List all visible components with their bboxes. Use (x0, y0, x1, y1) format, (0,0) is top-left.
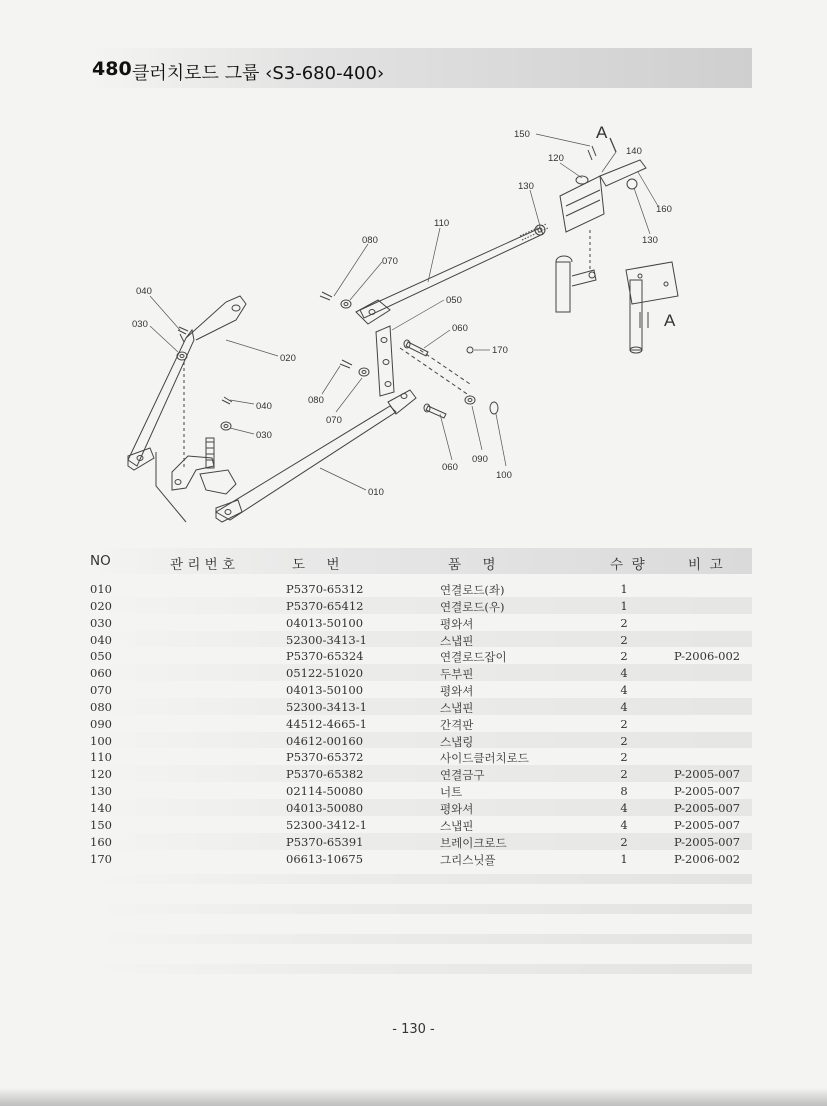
label-090: 090 (472, 454, 488, 465)
header-no: NO (90, 553, 111, 569)
cell-remarks: P-2005-007 (674, 800, 741, 815)
cell-no: 140 (90, 800, 112, 815)
cell-part-name: 스냅핀 (440, 633, 474, 648)
empty-row-stripe (88, 964, 752, 974)
cell-part-name: 연결로드(우) (440, 599, 505, 614)
part-050-holder (376, 326, 394, 396)
table-row (88, 580, 752, 597)
empty-row-stripe (88, 874, 752, 884)
table-row (88, 732, 752, 749)
cell-quantity: 4 (620, 699, 628, 714)
cell-quantity: 4 (620, 817, 628, 832)
label-130-lower: 130 (642, 235, 658, 246)
cell-part-name: 스냅핀 (440, 818, 474, 833)
table-row (88, 614, 752, 631)
empty-row-stripe (88, 934, 752, 944)
table-row (88, 799, 752, 816)
empty-row-stripe (88, 904, 752, 914)
table-row (88, 816, 752, 833)
cell-drawing-number: P5370-65382 (286, 767, 364, 782)
table-row (88, 748, 752, 765)
cell-remarks: P-2006-002 (674, 649, 741, 664)
cell-drawing-number: P5370-65391 (286, 834, 364, 849)
label-030-left: 030 (132, 319, 148, 330)
cell-quantity: 4 (620, 800, 628, 815)
cell-quantity: 2 (620, 750, 628, 765)
cell-part-name: 두부핀 (440, 667, 474, 682)
cell-part-name: 스냅핀 (440, 700, 474, 715)
cell-quantity: 2 (620, 834, 628, 849)
label-160: 160 (656, 204, 672, 215)
label-170: 170 (492, 345, 508, 356)
cell-quantity: 2 (620, 767, 628, 782)
cell-drawing-number: 44512-4665-1 (286, 716, 367, 731)
cell-remarks: P-2005-007 (674, 834, 741, 849)
label-040-left: 040 (136, 286, 152, 297)
parts-table-header (88, 548, 752, 574)
cell-part-name: 연결로드잡이 (440, 650, 507, 665)
cell-no: 100 (90, 733, 112, 748)
cell-no: 110 (90, 750, 112, 765)
cell-drawing-number: 52300-3412-1 (286, 817, 367, 832)
cell-remarks: P-2006-002 (674, 851, 741, 866)
label-120: 120 (548, 153, 564, 164)
cell-no: 090 (90, 716, 112, 731)
cell-quantity: 8 (620, 784, 628, 799)
table-row (88, 597, 752, 614)
cell-drawing-number: P5370-65412 (286, 598, 364, 613)
label-020: 020 (280, 353, 296, 364)
label-130-upper: 130 (518, 181, 534, 192)
table-row (88, 681, 752, 698)
cell-drawing-number: P5370-65372 (286, 750, 364, 765)
cell-remarks: P-2005-007 (674, 784, 741, 799)
cell-part-name: 평와셔 (440, 616, 474, 631)
cell-drawing-number: 04013-50100 (286, 683, 364, 698)
part-060-pins (404, 340, 446, 418)
part-010-connecting-rod (216, 390, 416, 522)
label-070-lower: 070 (326, 415, 342, 426)
cell-no: 170 (90, 851, 112, 866)
label-140: 140 (626, 146, 642, 157)
detail-marker-a-lower: A (664, 311, 676, 330)
section-title: 클러치로드 그룹 ‹S3-680-400› (132, 63, 385, 84)
clutch-lever-right (626, 262, 678, 353)
cell-no: 120 (90, 767, 112, 782)
cell-no: 010 (90, 582, 112, 596)
cell-part-name: 평와셔 (440, 801, 474, 816)
cell-part-name: 사이드클러치로드 (440, 751, 529, 766)
clutch-lever-left (556, 256, 596, 312)
cell-no: 060 (90, 666, 112, 681)
part-110-side-clutch-rod (356, 224, 548, 324)
cell-no: 040 (90, 632, 112, 647)
cell-quantity: 4 (620, 666, 628, 681)
cell-drawing-number: 05122-51020 (286, 666, 364, 681)
label-110: 110 (434, 218, 450, 229)
label-050: 050 (446, 295, 462, 306)
detail-marker-a-upper: A (596, 123, 608, 142)
header-management-number: 관 리 번 호 (170, 557, 236, 573)
cell-part-name: 평와셔 (440, 684, 474, 699)
cell-part-name: 스냅링 (440, 734, 474, 749)
exploded-parts-diagram (0, 0, 827, 540)
cell-no: 160 (90, 834, 112, 849)
cell-part-name: 연결로드(좌) (440, 583, 505, 597)
cell-remarks: P-2005-007 (674, 817, 741, 832)
label-100: 100 (496, 470, 512, 481)
cell-drawing-number: 02114-50080 (286, 784, 364, 799)
cell-no: 070 (90, 683, 112, 698)
part-090-100 (465, 396, 498, 414)
label-080-lower: 080 (308, 395, 324, 406)
cell-no: 050 (90, 649, 112, 664)
cell-quantity: 1 (620, 582, 628, 596)
part-030-040-mid (221, 397, 232, 430)
cell-part-name: 너트 (440, 785, 463, 800)
table-row (88, 631, 752, 648)
cell-no: 080 (90, 699, 112, 714)
part-070-080-upper (320, 292, 351, 308)
part-170-grease-nipple (400, 347, 473, 396)
header-drawing-number: 도 번 (292, 557, 340, 573)
cell-part-name: 간격판 (440, 717, 474, 732)
cell-drawing-number: 04013-50100 (286, 615, 364, 630)
cell-quantity: 2 (620, 733, 628, 748)
cell-drawing-number: 06613-10675 (286, 851, 364, 866)
header-quantity: 수 량 (610, 557, 645, 573)
table-row (88, 833, 752, 850)
cell-part-name: 그리스닛플 (440, 852, 496, 867)
cell-quantity: 2 (620, 615, 628, 630)
cell-drawing-number: 04612-00160 (286, 733, 364, 748)
table-row (88, 698, 752, 715)
label-030-mid: 030 (256, 430, 272, 441)
label-080-upper: 080 (362, 235, 378, 246)
cell-no: 130 (90, 784, 112, 799)
cell-quantity: 1 (620, 851, 628, 866)
label-040-mid: 040 (256, 401, 272, 412)
table-row (88, 765, 752, 782)
label-060-upper: 060 (452, 323, 468, 334)
cell-drawing-number: 52300-3413-1 (286, 632, 367, 647)
cell-quantity: 4 (620, 683, 628, 698)
table-row (88, 664, 752, 681)
part-070-080-lower (340, 360, 369, 376)
cell-part-name: 연결금구 (440, 768, 485, 783)
header-remarks: 비 고 (688, 557, 723, 573)
cell-remarks: P-2005-007 (674, 767, 741, 782)
section-number: 480 (92, 58, 132, 80)
page-number: - 130 - (392, 1022, 435, 1037)
cell-drawing-number: P5370-65324 (286, 649, 364, 664)
cell-no: 030 (90, 615, 112, 630)
label-150: 150 (514, 129, 530, 140)
parts-table-body (88, 580, 752, 866)
cell-no: 020 (90, 598, 112, 613)
table-row (88, 782, 752, 799)
cell-drawing-number: P5370-65312 (286, 582, 364, 596)
table-row (88, 850, 752, 867)
label-070-upper: 070 (382, 256, 398, 267)
header-part-name: 품 명 (448, 557, 496, 573)
cell-quantity: 2 (620, 632, 628, 647)
cell-drawing-number: 04013-50080 (286, 800, 364, 815)
cell-part-name: 브레이크로드 (440, 835, 507, 850)
parts-drawing (128, 138, 678, 522)
cell-drawing-number: 52300-3413-1 (286, 699, 367, 714)
label-010: 010 (368, 487, 384, 498)
table-row (88, 715, 752, 732)
cell-quantity: 2 (620, 649, 628, 664)
cell-quantity: 2 (620, 716, 628, 731)
table-row (88, 647, 752, 664)
scan-edge (0, 1088, 827, 1106)
cell-no: 150 (90, 817, 112, 832)
cell-quantity: 1 (620, 598, 628, 613)
label-060-lower: 060 (442, 462, 458, 473)
